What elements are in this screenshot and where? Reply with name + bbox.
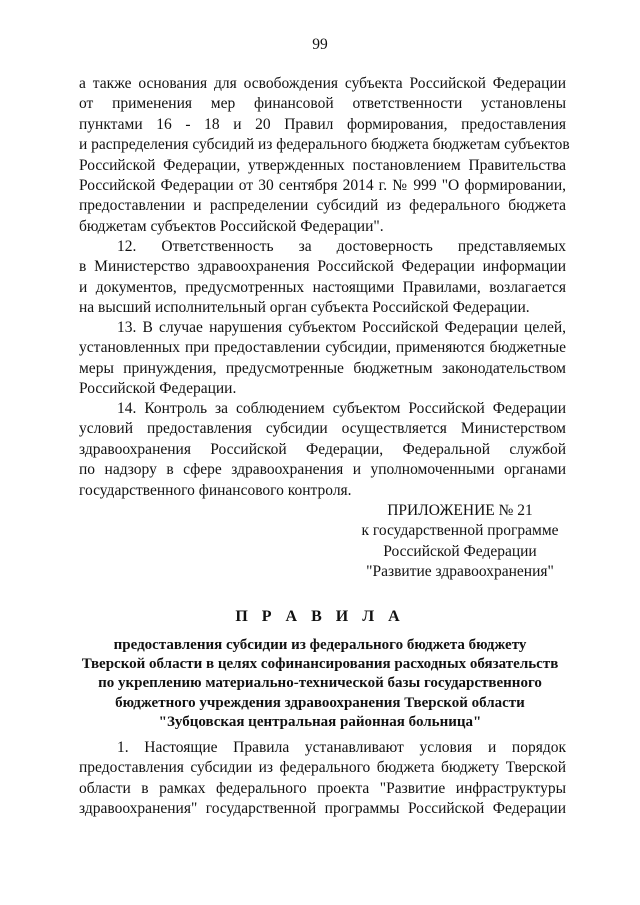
text-line: предоставлении и распределении субсидий из федерального бюджета: [79, 197, 566, 215]
paragraph-continuation: [79, 74, 570, 237]
appendix-header: [330, 501, 590, 583]
text-line: государственного финансового контроля.: [79, 481, 352, 499]
text-line: здравоохранения" государственной программы Российской Федерации: [79, 800, 566, 818]
paragraph-13: [79, 318, 566, 400]
paragraph-1: [79, 738, 566, 820]
text-line: на высший исполнительный орган субъекта Российской Федерации.: [79, 299, 530, 317]
text-line: установленных при предоставлении субсидии, применяются бюджетные: [79, 339, 566, 357]
page-number: 99: [312, 36, 328, 53]
appendix-line: Российской Федерации: [383, 542, 537, 560]
text-line: области в рамках федерального проекта "Развитие инфраструктуры: [79, 779, 566, 797]
text-line: предоставления субсидии из федерального бюджета бюджету Тверской: [79, 759, 566, 777]
rules-subtitle: [60, 636, 580, 732]
paragraph-12: [79, 237, 566, 319]
text-line: меры принуждения, предусмотренные бюджетным законодательством: [79, 359, 566, 377]
text-line: условий предоставления субсидии осуществляется Министерством: [79, 420, 566, 438]
appendix-number: ПРИЛОЖЕНИЕ № 21: [387, 502, 533, 519]
text-line: Российской Федерации от 30 сентября 2014 г. № 999 "О формировании,: [79, 176, 566, 194]
text-line: 13. В случае нарушения субъектом Российской Федерации целей,: [117, 319, 566, 336]
subtitle-line: предоставления субсидии из федерального бюджета бюджету: [113, 637, 527, 653]
text-line: а также основания для освобождения субъекта Российской Федерации: [79, 75, 566, 92]
text-line: Российской Федерации, утвержденных постановлением Правительства: [79, 156, 566, 174]
text-line: здравоохранения Российской Федерации, Федеральной службой: [79, 440, 566, 458]
rules-title: П Р А В И Л А: [235, 608, 405, 625]
subtitle-line: Тверской области в целях софинансирования расходных обязательств: [81, 656, 559, 673]
text-line: по надзору в сфере здравоохранения и уполномоченными органами: [79, 461, 566, 479]
text-line: 14. Контроль за соблюдением субъектом Российской Федерации: [117, 400, 566, 417]
text-line: 1. Настоящие Правила устанавливают условия и порядок: [117, 739, 566, 756]
text-line: 12. Ответственность за достоверность представляемых: [117, 238, 566, 255]
paragraph-14: [79, 399, 566, 501]
text-line: Российской Федерации.: [79, 380, 237, 398]
text-line: и распределения субсидий из федерального бюджета бюджетам субъектов: [79, 136, 570, 154]
text-line: пунктами 16 - 18 и 20 Правил формирования, предоставления: [79, 115, 566, 133]
text-line: и документов, предусмотренных настоящими Правилами, возлагается: [79, 278, 566, 296]
appendix-line: к государственной программе: [361, 522, 559, 540]
subtitle-line: "Зубцовская центральная районная больница": [158, 713, 482, 730]
subtitle-line: по укреплению материально-технической базы государственного: [98, 675, 542, 692]
text-line: от применения мер финансовой ответственности установлены: [79, 95, 566, 113]
subtitle-line: бюджетного учреждения здравоохранения Тверской области: [115, 694, 525, 711]
text-line: бюджетам субъектов Российской Федерации".: [79, 217, 384, 235]
appendix-line: "Развитие здравоохранения": [366, 563, 554, 581]
text-line: в Министерство здравоохранения Российской Федерации информации: [79, 258, 566, 276]
